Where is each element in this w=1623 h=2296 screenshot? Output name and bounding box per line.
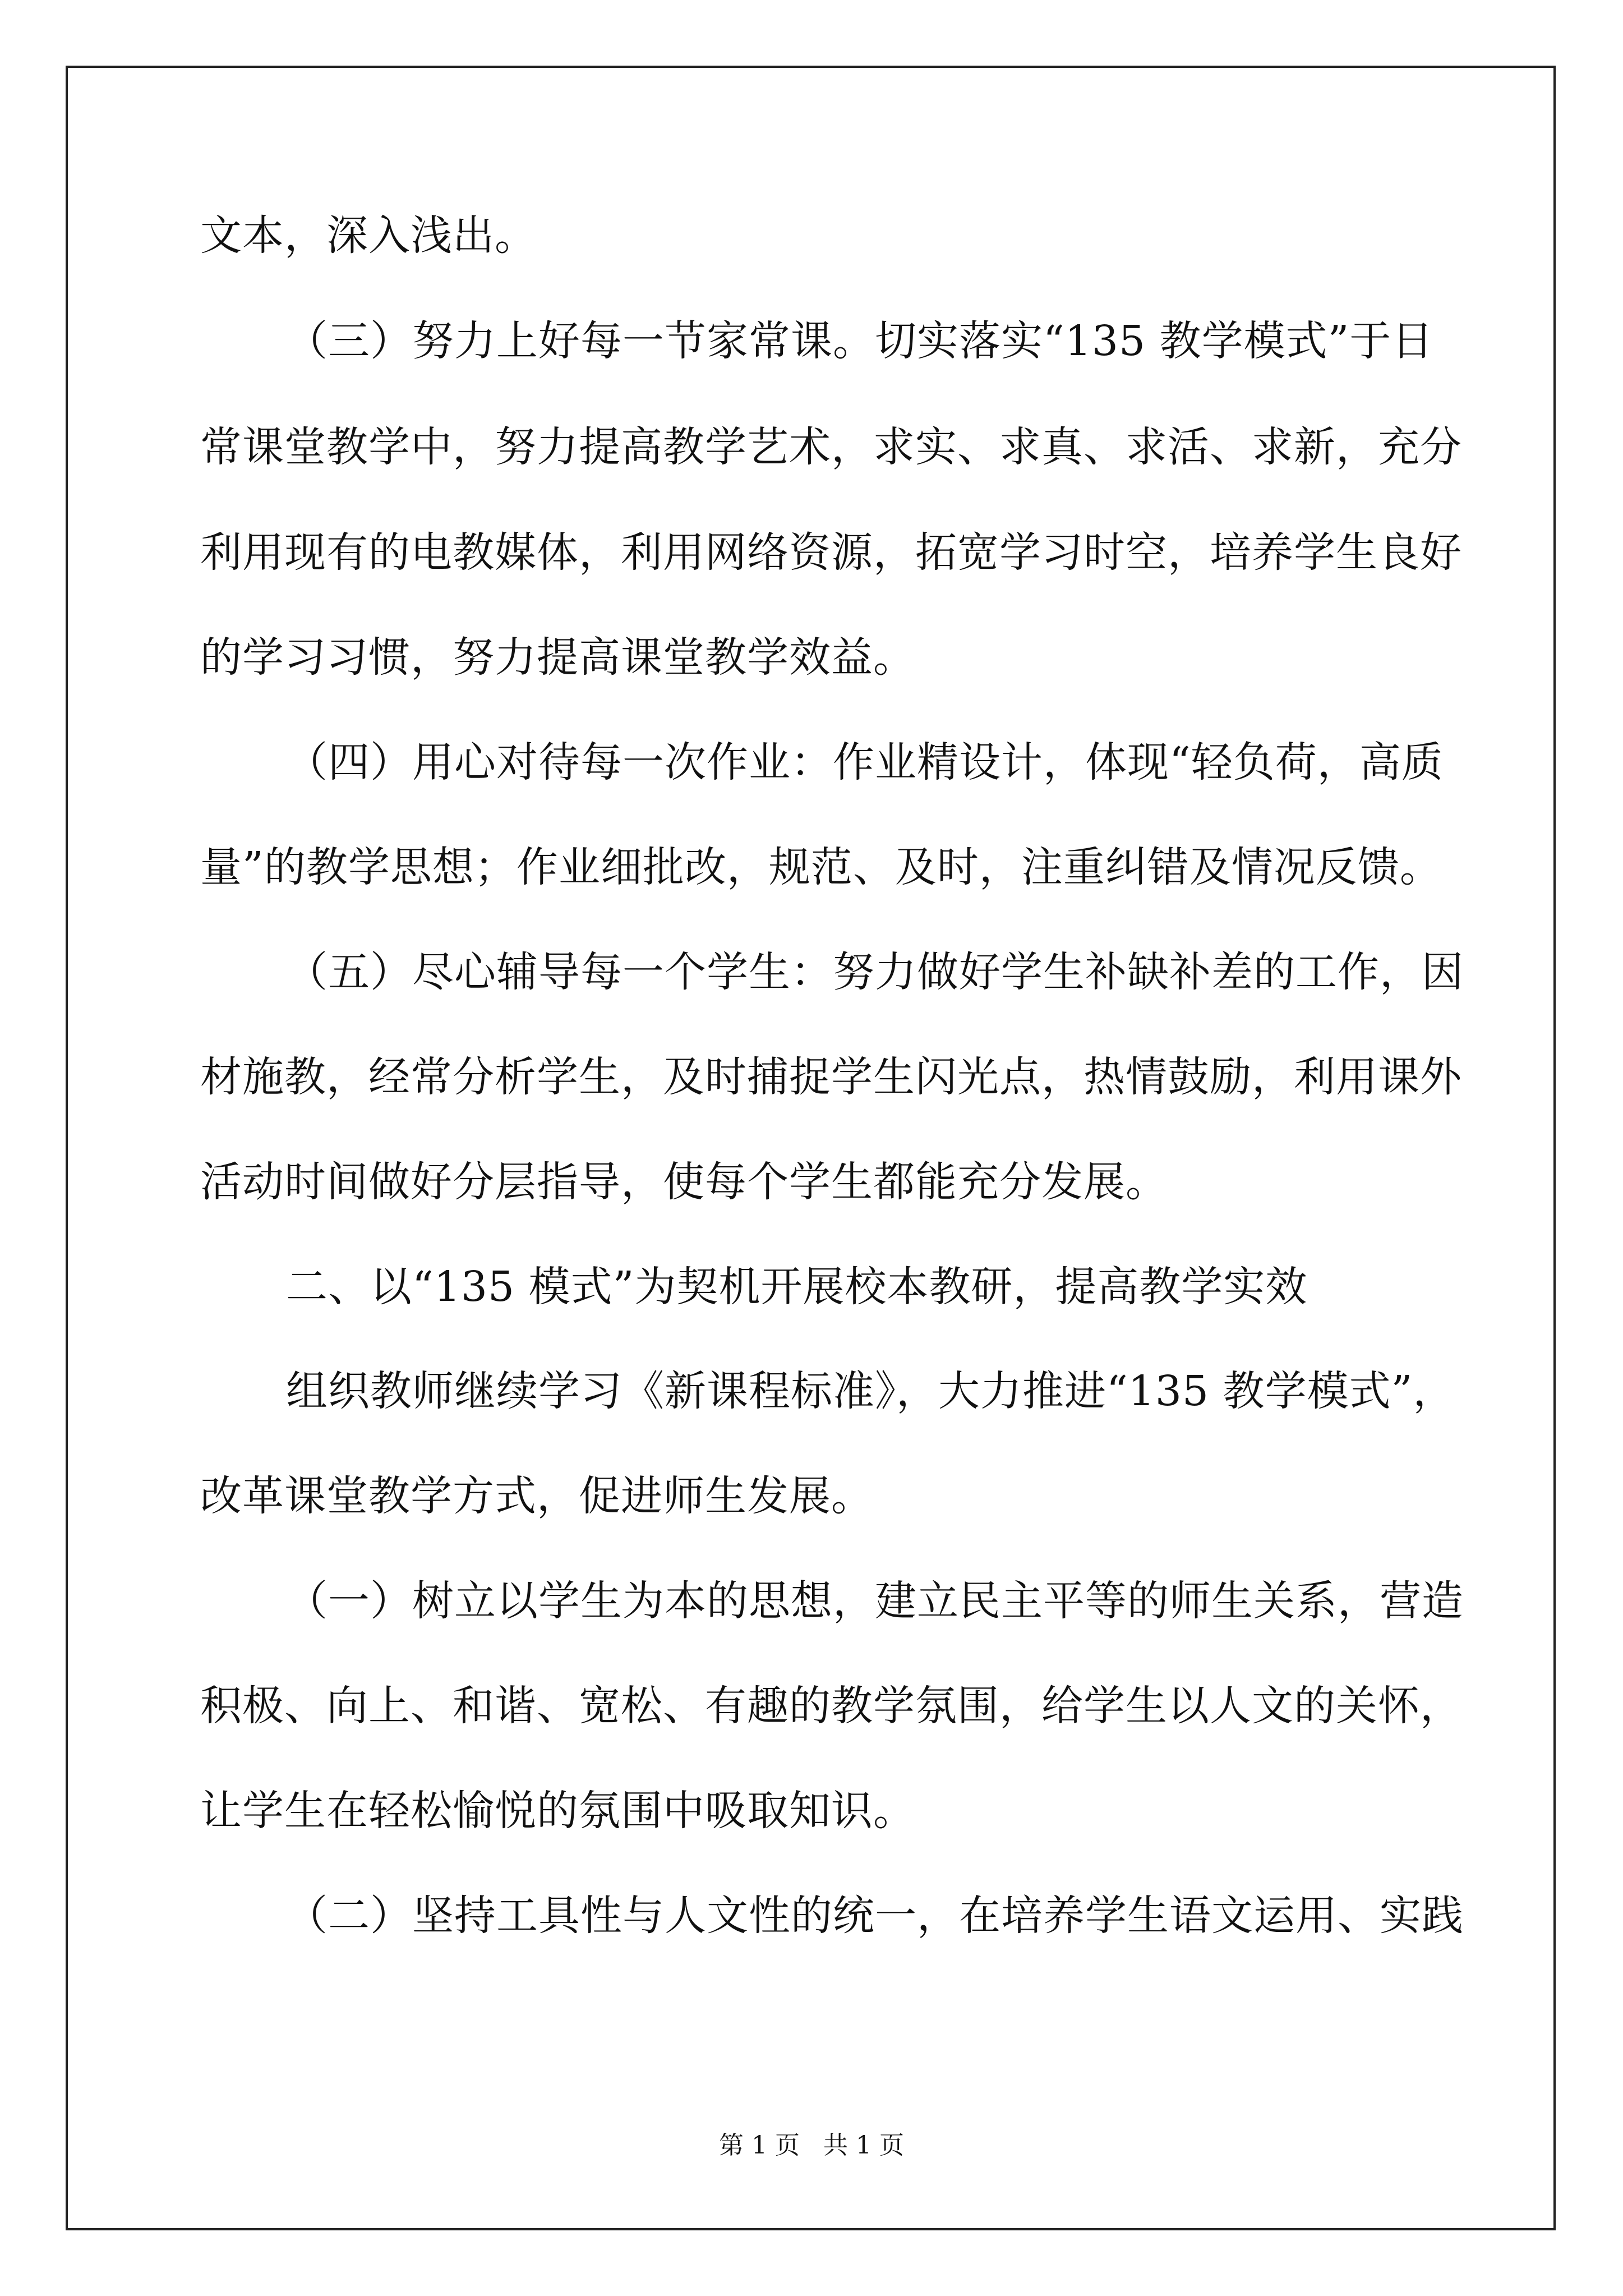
text-line: 的学习习惯，努力提高课堂教学效益。 <box>200 633 915 682</box>
text-line: 材施教，经常分析学生，及时捕捉学生闪光点，热情鼓励，利用课外 <box>200 1053 1462 1101</box>
text-line: 让学生在轻松愉悦的氛围中吸取知识。 <box>200 1787 915 1835</box>
section-heading: 二、以“135 模式”为契机开展校本教研，提高教学实效 <box>286 1263 1308 1311</box>
text-line: 组织教师继续学习《新课程标准》，大力推进“135 教学模式”， <box>286 1367 1455 1415</box>
text-line: 量”的教学思想；作业细批改，规范、及时，注重纠错及情况反馈。 <box>200 843 1442 891</box>
text-line: （五）尽心辅导每一个学生：努力做好学生补缺补差的工作，因 <box>286 948 1464 996</box>
text-line: 改革课堂教学方式，促进师生发展。 <box>200 1472 873 1520</box>
text-line: 利用现有的电教媒体，利用网络资源，拓宽学习时空，培养学生良好 <box>200 528 1462 577</box>
text-line: （二）坚持工具性与人文性的统一，在培养学生语文运用、实践 <box>286 1892 1464 1940</box>
page-footer: 第 1 页 共 1 页 <box>719 2131 904 2160</box>
text-line: 文本，深入浅出。 <box>200 211 537 260</box>
text-line: （四）用心对待每一次作业：作业精设计，体现“轻负荷，高质 <box>286 738 1444 786</box>
text-line: 活动时间做好分层指导，使每个学生都能充分发展。 <box>200 1158 1168 1206</box>
text-line: （一）树立以学生为本的思想，建立民主平等的师生关系，营造 <box>286 1577 1464 1625</box>
text-line: 积极、向上、和谐、宽松、有趣的教学氛围，给学生以人文的关怀， <box>200 1682 1462 1730</box>
text-line: （三）努力上好每一节家常课。切实落实“135 教学模式”于日 <box>286 317 1434 365</box>
text-line: 常课堂教学中，努力提高教学艺术，求实、求真、求活、求新，充分 <box>200 423 1462 471</box>
